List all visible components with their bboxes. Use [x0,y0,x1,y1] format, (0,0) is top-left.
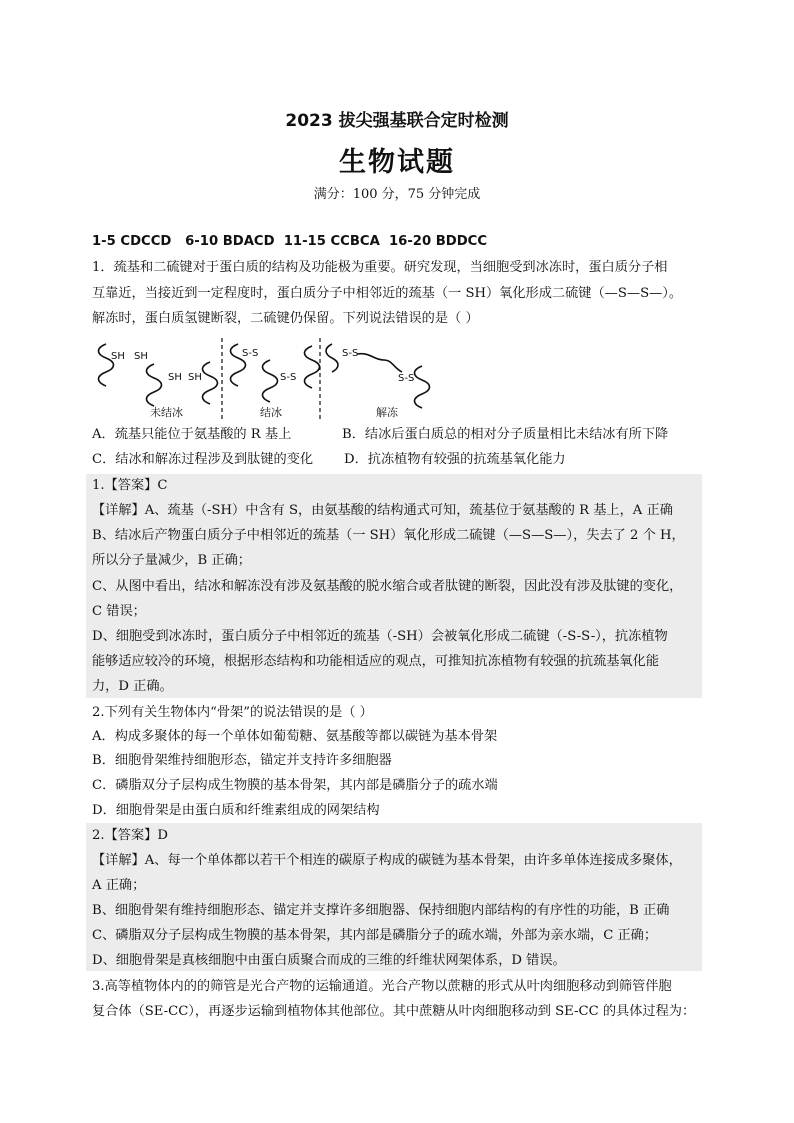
disulfide-label: S-S [398,373,415,384]
q1-option-a: A．巯基只能位于氨基酸的 R 基上 [92,427,292,442]
q2-option-b: B．细胞骨架维持细胞形态，锚定并支持许多细胞器 [92,753,392,768]
q2-option-d: D．细胞骨架是由蛋白质和纤维素组成的网架结构 [92,803,380,818]
q1-option-d: D．抗冻植物有较强的抗巯基氧化能力 [344,452,566,467]
disulfide-label: S-S [342,348,359,359]
q1-stem-line-2: 互靠近，当接近到一定程度时，蛋白质分子中相邻近的巯基（一 SH）氧化形成二硫键（—S—S—）。 [92,286,683,301]
q1-explanation-line: 能够适应较冷的环境，根据形态结构和功能相适应的观点，可推知抗冻植物有较强的抗巯基氧化能 [92,654,660,669]
q3-stem-line-1: 3.高等植物体内的的筛管是光合产物的运输通道。光合产物以蔗糖的形式从叶肉细胞移动到筛管伴胞 [92,979,672,994]
q2-explanation-line: C、磷脂双分子层构成生物膜的基本骨架，其内部是磷脂分子的疏水端，外部为亲水端，C 正确； [92,928,658,943]
q1-explanation-line: 力，D 正确。 [92,679,173,694]
q1-option-c: C．结冰和解冻过程涉及到肽键的变化 [92,452,314,467]
frozen-label: 结冰 [260,406,282,419]
q2-explanation-line: A 正确； [92,878,146,893]
q1-answer: 1.【答案】C [92,478,168,493]
q2-option-c: C．磷脂双分子层构成生物膜的基本骨架，其内部是磷脂分子的疏水端 [92,778,498,793]
q1-explanation-line: B、结冰后产物蛋白质分子中相邻近的巯基（一 SH）氧化形成二硫键（—S—S—），失去了 2 个 H， [92,528,685,543]
thawed-label: 解冻 [376,406,398,419]
subject-title: 生物试题 [339,147,455,178]
q2-answer: 2.【答案】D [92,828,168,843]
sh-label: SH [111,351,125,362]
protein-chains [99,344,430,408]
exam-title: 2023 拔尖强基联合定时检测 [285,111,509,131]
protein-freeze-thaw-diagram [92,336,442,422]
sh-label: SH [134,351,148,362]
disulfide-label: S-S [280,372,297,383]
q1-explanation-line: C、从图中看出，结冰和解冻没有涉及氨基酸的脱水缩合或者肽键的断裂，因此没有涉及肽键的变化， [92,579,683,594]
answer-key: 1-5 CDCCD 6-10 BDACD 11-15 CCBCA 16-20 BDDCC [92,234,488,249]
q2-option-a: A．构成多聚体的每一个单体如葡萄糖、氨基酸等都以碳链为基本骨架 [92,729,498,744]
exam-info: 满分：100 分，75 分钟完成 [313,187,481,202]
q1-explanation-line: 所以分子量减少，B 正确； [92,553,251,568]
q2-explanation-line: 【详解】A、每一个单体都以若干个相连的碳原子构成的碳链为基本骨架，由许多单体连接成多聚体， [92,853,682,868]
q3-stem-line-2: 复合体（SE-CC），再逐步运输到植物体其他部位。其中蔗糖从叶肉细胞移动到 SE-CC 的具体过程为： [92,1004,696,1019]
disulfide-label: S-S [242,348,259,359]
state-labels [150,405,399,419]
sh-label: SH [168,372,182,383]
q1-option-b: B．结冰后蛋白质总的相对分子质量相比未结冰有所下降 [342,427,669,442]
sh-label: SH [188,372,202,383]
q2-explanation-line: D、细胞骨架是真核细胞中由蛋白质聚合而成的三维的纤维状网架体系，D 错误。 [92,953,566,968]
q2-stem: 2.下列有关生物体内“骨架”的说法错误的是（ ） [92,705,373,720]
q1-explanation-line: D、细胞受到冰冻时，蛋白质分子中相邻近的巯基（-SH）会被氧化形成二硫键（-S-S-），抗冻植物 [92,629,668,644]
unfrozen-label: 未结冰 [150,406,183,419]
q1-stem-line-3: 解冻时，蛋白质氢键断裂，二硫键仍保留。下列说法错误的是（ ） [92,311,479,326]
q2-explanation-line: B、细胞骨架有维持细胞形态、锚定并支撑许多细胞器、保持细胞内部结构的有序性的功能，B 正确 [92,903,670,918]
q1-explanation-line: 【详解】A、巯基（-SH）中含有 S，由氨基酸的结构通式可知，巯基位于氨基酸的 R 基上，A 正确 [92,503,673,518]
q1-stem-line-1: 1．巯基和二硫键对于蛋白质的结构及功能极为重要。研究发现，当细胞受到冰冻时，蛋白质分子相 [92,260,668,275]
q1-explanation-line: C 错误； [92,604,146,619]
